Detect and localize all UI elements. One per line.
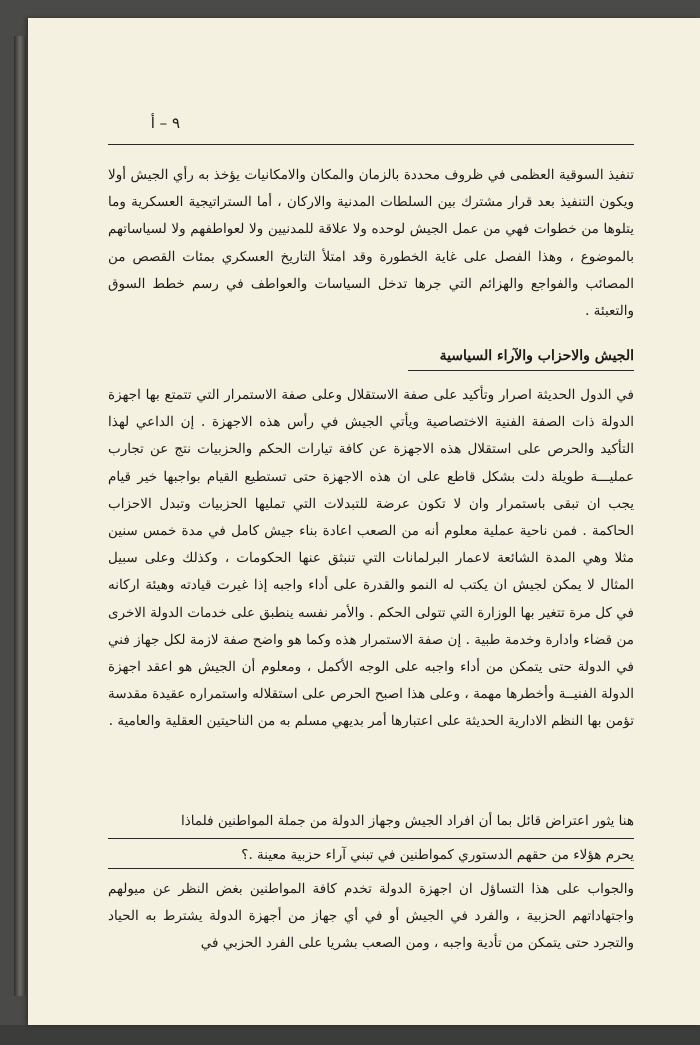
heading-underline: [408, 370, 634, 371]
question-underline: [108, 868, 634, 869]
main-paragraph-text: في الدول الحديثة اصرار وتأكيد على صفة الاستقلال وعلى صفة الاستمرار التي تتمتع بها اجهزة الدولة ذات الصفة الفنية الاختصاصية ويأتي الجيش في رأس هذه الاجهزة . إن الداعي لهذا التأكيد والحرص على استقلال هذه الاجهزة عن كافة تيارات الحكم والحزبيات نتج عن تجارب عمليـــة طويلة دلت بشكل قاطع على ان هذه الاجهزة حتى تستطيع القيام بواجبها خير قيام يجب ان تبقى باستمرار وان لا تكون عرضة للتبدلات التي تمليها الحزبيات وتبدل الاحزاب الحاكمة . فمن ناحية عملية معلوم أنه من الصعب اعادة بناء جيش كامل في مدة خمس سنين مثلا وهي المدة الشائعة لاعمار البرلمانات التي تنبثق عنها الحكومات ، وكذلك وعلى سبيل المثال لا يمكن لجيش ان يكتب له النمو والقدرة على أداء واجبه إذا غيرت قيادته وهيئة اركانه في كل مرة تتغير بها الوزارة التي تتولى الحكم . والأمر نفسه ينطبق على خدمات الدولة الاخرى من قضاء وادارة وخدمة طبية . إن صفة الاستمرار هذه وكما هو واضح صفة لازمة لكل جهاز فني في الدولة حتى يتمكن من أداء واجبه على الوجه الأكمل ، ومعلوم أن الجيش هو اعقد اجهزة الدولة الفنيــة وأخطرها مهمة ، وعلى هذا اصبح الحرص على استقلاله واستمراره عقيدة مقدسة تؤمن بها النظم الادارية الحديثة على اعتبارها أمر بديهي مسلم به من الناحيتين العقلية والعامية .: [108, 387, 634, 730]
header-rule: [108, 144, 634, 145]
page-number: ٩ – أ: [150, 114, 180, 132]
objection-underline: [108, 838, 634, 839]
book-spine-edge: [14, 36, 26, 996]
objection-text: هنا يثور اعتراض قائل بما أن افراد الجيش وجهاز الدولة من جملة المواطنين فلماذا: [180, 813, 634, 829]
intro-paragraph-text: تنفيذ السوقية العظمى في ظروف محددة بالزمان والمكان والامكانيات يؤخذ به رأي الجيش أولا ويكون التنفيذ بعد قرار مشترك بين السلطات المدنية والاركان ، أما الستراتيجية العسكرية وما يتلوها من خطوات فهي من عمل الجيش لوحده ولا علاقة للمدنيين ولا لعواطفهم ولا لسياساتهم بالموضوع ، وهذا الفصل على غاية الخطورة وقد امتلأ التاريخ العسكري بمئات القصص من المصائب والفواجع والهزائم التي جرها تدخل السياسات والعواطف في رسم خطط السوق والتعبئة .: [108, 167, 634, 320]
answer-paragraph: [108, 876, 634, 958]
objection-line: [108, 808, 634, 835]
page-content: [28, 18, 700, 1025]
answer-paragraph-text: والجواب على هذا التساؤل ان اجهزة الدولة تخدم كافة المواطنين بغض النظر عن ميولهم واجتهاداتهم الحزبية ، والفرد في الجيش أو في أي جهاز من أجهزة الدولة يشترط به الحياد والتجرد حتى يتمكن من تأدية واجبه ، ومن الصعب بشريا على الفرد الحزبي في: [108, 881, 634, 952]
intro-paragraph: [108, 162, 634, 325]
scan-background-bottom: [0, 1025, 700, 1045]
question-line: [108, 842, 634, 869]
section-heading: الجيش والاحزاب والآراء السياسية: [439, 348, 634, 364]
book-page: [28, 18, 700, 1025]
question-text: يحرم هؤلاء من حقهم الدستوري كمواطنين في تبني آراء حزبية معينة .؟: [241, 847, 634, 863]
main-paragraph: [108, 382, 634, 736]
